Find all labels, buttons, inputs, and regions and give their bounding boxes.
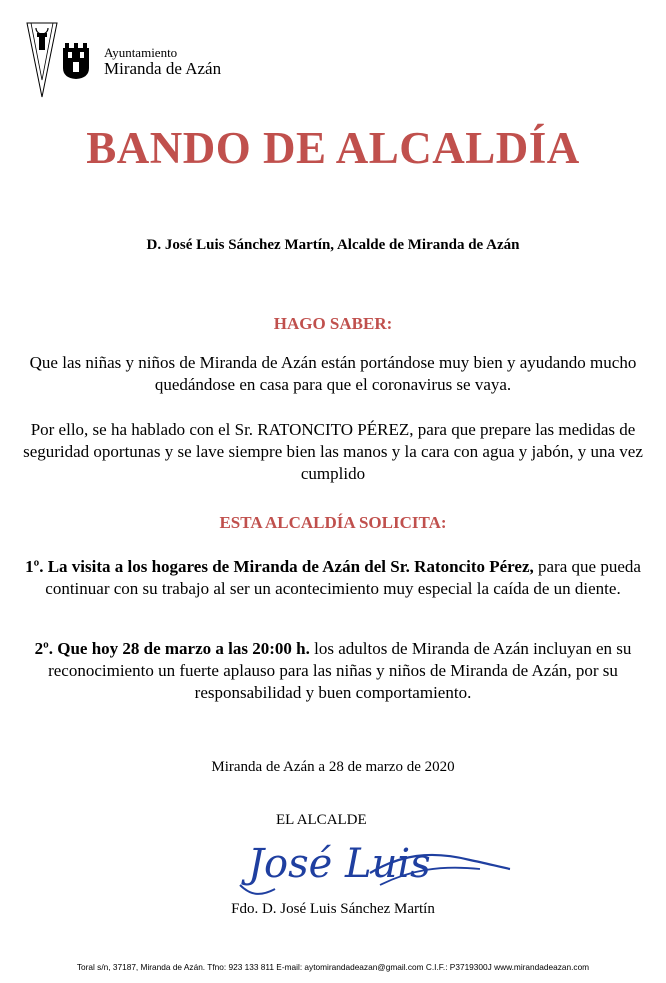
- date-line: Miranda de Azán a 28 de marzo de 2020: [211, 759, 455, 775]
- signature: [230, 825, 515, 905]
- request-item-2-text: los adultos de Miranda de Azán incluyan en su reconocimiento un fuerte aplauso para las niñas y niños de Miranda de Azán, por su responsabilidad y buen comportamiento.: [48, 639, 632, 702]
- org-line-2: Miranda de Azán: [104, 59, 222, 79]
- paragraph-2: Por ello, se ha hablado con el Sr. RATONCITO PÉREZ, para que prepare las medidas de seguridad oportunas y se lave siempre bien las manos y la cara con agua y jabón, y una vez cumplido: [23, 420, 643, 483]
- signer-role: EL ALCALDE: [276, 812, 367, 828]
- organization-name: [104, 46, 221, 79]
- paragraph-1: Que las niñas y niños de Miranda de Azán están portándose muy bien y ayudando mucho quedándose en casa para que el coronavirus se vaya.: [29, 353, 637, 394]
- issuer-line: D. José Luis Sánchez Martín, Alcalde de Miranda de Azán: [146, 237, 520, 253]
- request-item-1-bold: 1º. La visita a los hogares de Miranda de Azán del Sr. Ratoncito Pérez,: [25, 557, 534, 576]
- signature-text: José Luis: [248, 841, 431, 887]
- signed-by: Fdo. D. José Luis Sánchez Martín: [231, 901, 435, 917]
- request-item-1-text: para que pueda continuar con su trabajo al ser un acontecimiento muy especial la caída de un diente.: [45, 557, 641, 598]
- document-title: BANDO DE ALCALDÍA: [86, 123, 580, 173]
- coat-of-arms-icon: [62, 42, 90, 80]
- request-item-1: [20, 556, 646, 600]
- org-line-1: Ayuntamiento: [104, 45, 178, 60]
- section-heading-solicita: ESTA ALCALDÍA SOLICITA:: [219, 513, 447, 532]
- request-item-2: [20, 638, 646, 704]
- section-heading-hago-saber: HAGO SABER:: [273, 314, 393, 333]
- footer-contact: Toral s/n, 37187, Miranda de Azán. Tfno: 923 133 811 E-mail: aytomirandadeazan@gmail.com C.I.F.: P3719300J www.mirandadeazan.com: [76, 962, 590, 972]
- municipal-emblem-icon: [26, 22, 58, 98]
- request-item-2-bold: 2º. Que hoy 28 de marzo a las 20:00 h.: [34, 639, 310, 658]
